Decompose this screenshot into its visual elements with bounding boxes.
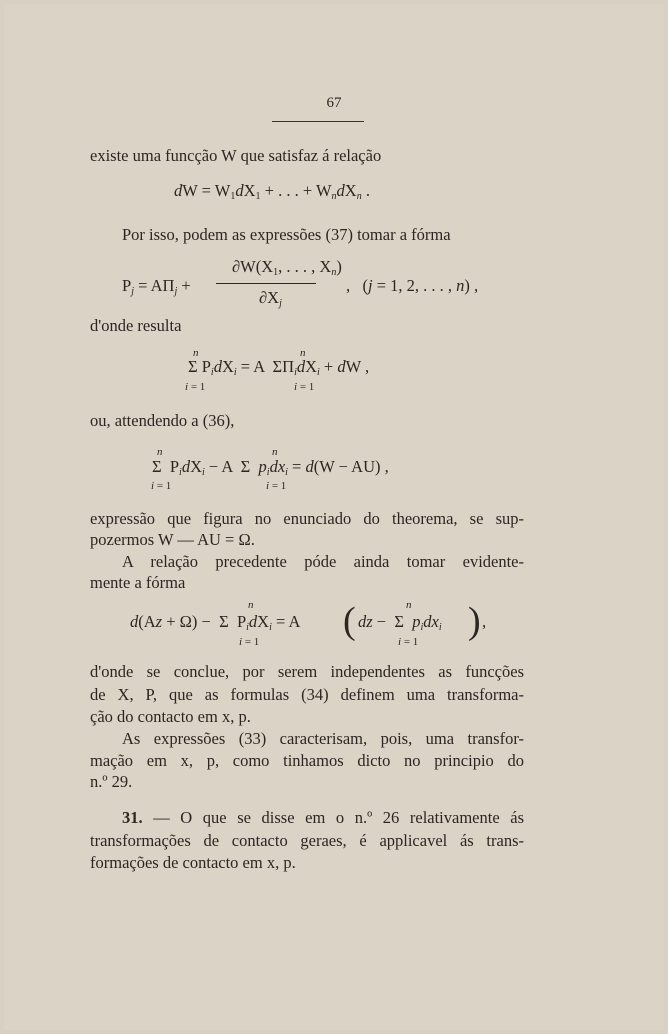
text-line: mação em x, p, como tinhamos dicto no principio do	[90, 751, 524, 770]
equation-1: dW = $W_1dX_1$ + . . . + $W_ndX_n$ .	[174, 181, 370, 202]
text-line: d'onde se conclue, por serem independentes as funcções	[90, 662, 524, 681]
section-31-line: 31. — O que se disse em o n.º 26 relativamente ás	[122, 808, 524, 827]
section-number: 31.	[122, 808, 143, 827]
text-line: formações de contacto em x, p.	[90, 853, 296, 872]
page-number: 67	[326, 95, 342, 111]
text-line: mente a fórma	[90, 573, 186, 592]
text-line: Por isso, podem as expressões (37) tomar a fórma	[122, 225, 451, 244]
text-line: ou, attendendo a (36),	[90, 411, 235, 430]
text-line: d'onde resulta	[90, 316, 182, 335]
text-line: As expressões (33) caracterisam, pois, uma transfor-	[122, 729, 524, 748]
text-line: de X, P, que as formulas (34) definem uma transforma-	[90, 685, 524, 704]
text-line: expressão que figura no enunciado do theorema, se sup-	[90, 509, 524, 528]
text-line: existe uma funcção W que satisfaz á relação	[90, 146, 382, 165]
text-line: n.º 29.	[90, 772, 133, 791]
text-line: ção do contacto em x, p.	[90, 707, 251, 726]
text-line: transformações de contacto geraes, é applicavel ás trans-	[90, 831, 524, 850]
header-rule	[272, 121, 364, 122]
text-line: A relação precedente póde ainda tomar evidente-	[122, 552, 524, 571]
text-line: pozermos W — AU = Ω.	[90, 530, 255, 549]
